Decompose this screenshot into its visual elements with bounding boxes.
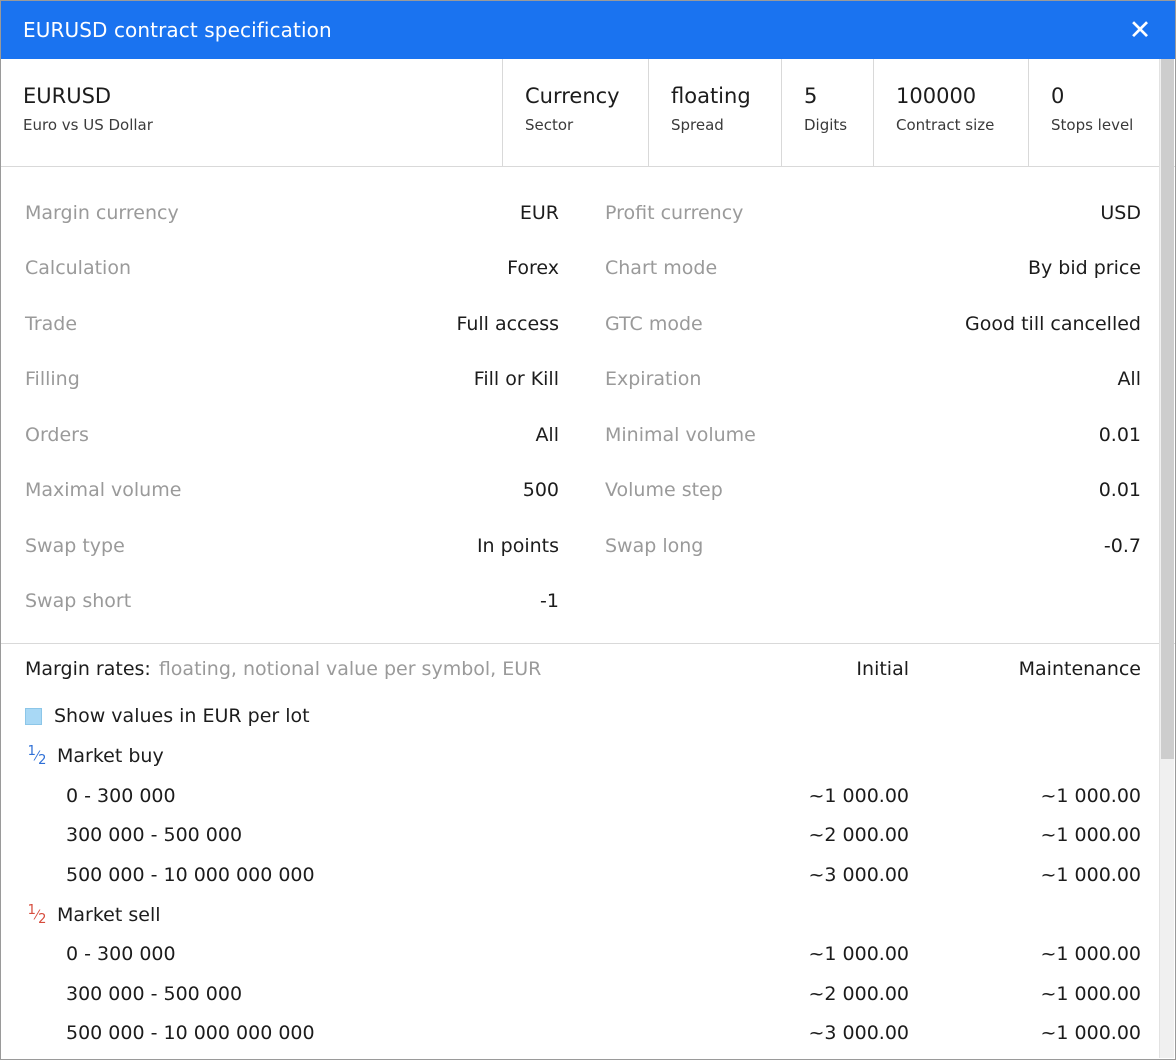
digits-label: Digits (804, 116, 848, 135)
property-pair-right (583, 313, 1141, 335)
property-row (25, 518, 1141, 574)
property-value: By bid price (1027, 257, 1141, 280)
close-icon[interactable]: ✕ (1128, 14, 1152, 46)
sector-value: Currency (525, 84, 620, 108)
stops-level-value: 0 (1051, 84, 1065, 108)
property-label: Minimal volume (605, 423, 756, 446)
margin-group-label: Market buy (57, 745, 164, 767)
property-value: Fill or Kill (473, 368, 559, 391)
property-pair-left (25, 257, 583, 279)
tier-maintenance: ~1 000.00 (1040, 784, 1141, 807)
margin-tier-row (25, 974, 1141, 1014)
margin-group-market-sell (25, 895, 1141, 935)
property-value: In points (476, 534, 559, 557)
property-pair-right (583, 257, 1141, 279)
property-pair-left (25, 590, 583, 612)
property-label: Expiration (605, 368, 702, 391)
stops-level-label: Stops level (1051, 116, 1134, 135)
tier-range: 0 - 300 000 (66, 784, 176, 807)
contract-size-cell (874, 59, 1029, 166)
property-value: -0.7 (1103, 534, 1141, 557)
property-pair-left (25, 535, 583, 557)
contract-size-label: Contract size (896, 116, 995, 135)
property-value: Full access (456, 312, 559, 335)
tier-maintenance: ~1 000.00 (1040, 982, 1141, 1005)
property-value: Good till cancelled (965, 312, 1141, 335)
property-value: Forex (507, 257, 559, 280)
symbol-cell (1, 59, 503, 166)
stops-level-cell (1029, 59, 1175, 166)
half-fraction-icon-red: $^1⁄_2$ (27, 902, 47, 927)
tier-range: 0 - 300 000 (66, 943, 176, 966)
tier-maintenance: ~1 000.00 (1040, 824, 1141, 847)
property-label: Swap type (25, 534, 125, 557)
property-pair-left (25, 313, 583, 335)
property-label: Orders (25, 423, 89, 446)
property-pair-right (583, 202, 1141, 224)
column-header-initial: Initial (856, 658, 909, 680)
property-label: Swap short (25, 590, 132, 613)
column-header-maintenance: Maintenance (1018, 658, 1141, 680)
digits-value: 5 (804, 84, 818, 108)
property-value: 0.01 (1098, 479, 1141, 502)
symbol-summary-strip (1, 59, 1175, 167)
property-row (25, 352, 1141, 408)
margin-group-label: Market sell (57, 903, 161, 926)
property-label: Chart mode (605, 257, 718, 280)
window-title: EURUSD contract specification (23, 18, 332, 42)
property-label: Margin currency (25, 201, 179, 224)
property-label: Maximal volume (25, 479, 182, 502)
property-pair-right (583, 535, 1141, 557)
tier-range: 500 000 - 10 000 000 000 (66, 863, 315, 886)
property-pair-right (583, 424, 1141, 446)
property-label: Calculation (25, 257, 131, 280)
property-row (25, 241, 1141, 297)
tier-initial: ~1 000.00 (808, 943, 909, 966)
property-row (25, 407, 1141, 463)
tier-initial: ~3 000.00 (808, 1022, 909, 1045)
tier-maintenance: ~1 000.00 (1040, 1022, 1141, 1045)
property-label: GTC mode (605, 312, 703, 335)
digits-cell (782, 59, 874, 166)
tier-range: 300 000 - 500 000 (66, 982, 243, 1005)
property-label: Profit currency (605, 201, 744, 224)
property-pair-right (583, 368, 1141, 390)
margin-tier-row (25, 816, 1141, 856)
property-row (25, 463, 1141, 519)
contract-size-value: 100000 (896, 84, 977, 108)
property-grid (1, 167, 1175, 644)
tier-initial: ~1 000.00 (808, 784, 909, 807)
margin-rates-description: floating, notional value per symbol, EUR (158, 658, 542, 680)
margin-tier-row (25, 935, 1141, 975)
margin-rates-title: Margin rates: (25, 658, 151, 680)
half-fraction-icon-blue: $^1⁄_2$ (27, 744, 47, 768)
property-value: -1 (540, 590, 559, 613)
property-value: USD (1100, 201, 1141, 224)
spread-cell (649, 59, 782, 166)
tier-maintenance: ~1 000.00 (1040, 943, 1141, 966)
property-row (25, 296, 1141, 352)
margin-tier-row (25, 776, 1141, 816)
spread-value: floating (671, 84, 751, 108)
property-label: Filling (25, 368, 80, 391)
property-pair-left (25, 479, 583, 501)
margin-rates-header (25, 658, 1141, 696)
property-pair-right (583, 479, 1141, 501)
spread-label: Spread (671, 116, 724, 135)
property-value: EUR (519, 201, 559, 224)
property-label: Swap long (605, 534, 704, 557)
symbol-description: Euro vs US Dollar (23, 116, 153, 135)
property-value: All (1117, 368, 1141, 391)
sector-cell (503, 59, 649, 166)
checkbox-icon[interactable] (25, 708, 42, 725)
tier-maintenance: ~1 000.00 (1040, 863, 1141, 886)
tier-initial: ~3 000.00 (808, 863, 909, 886)
property-value: 500 (522, 479, 559, 502)
property-pair-left (25, 202, 583, 224)
tier-initial: ~2 000.00 (808, 824, 909, 847)
property-label: Trade (25, 312, 78, 335)
property-value: All (535, 423, 559, 446)
margin-group-market-buy (25, 736, 1141, 776)
vertical-scrollbar[interactable] (1159, 59, 1174, 1058)
margin-rates-section (1, 644, 1175, 1053)
property-value: 0.01 (1098, 423, 1141, 446)
property-label: Volume step (605, 479, 723, 502)
show-values-checkbox-label: Show values in EUR per lot (54, 705, 310, 727)
property-pair-left (25, 368, 583, 390)
margin-tier-row (25, 855, 1141, 895)
tier-range: 500 000 - 10 000 000 000 (66, 1022, 315, 1045)
property-pair-left (25, 424, 583, 446)
scrollbar-thumb[interactable] (1161, 59, 1174, 759)
show-values-checkbox-row[interactable] (25, 696, 1141, 736)
margin-tier-row (25, 1014, 1141, 1054)
title-bar (1, 1, 1175, 59)
sector-label: Sector (525, 116, 574, 135)
property-row (25, 185, 1141, 241)
property-row (25, 574, 1141, 630)
symbol-name: EURUSD (23, 84, 112, 108)
tier-initial: ~2 000.00 (808, 982, 909, 1005)
tier-range: 300 000 - 500 000 (66, 824, 243, 847)
